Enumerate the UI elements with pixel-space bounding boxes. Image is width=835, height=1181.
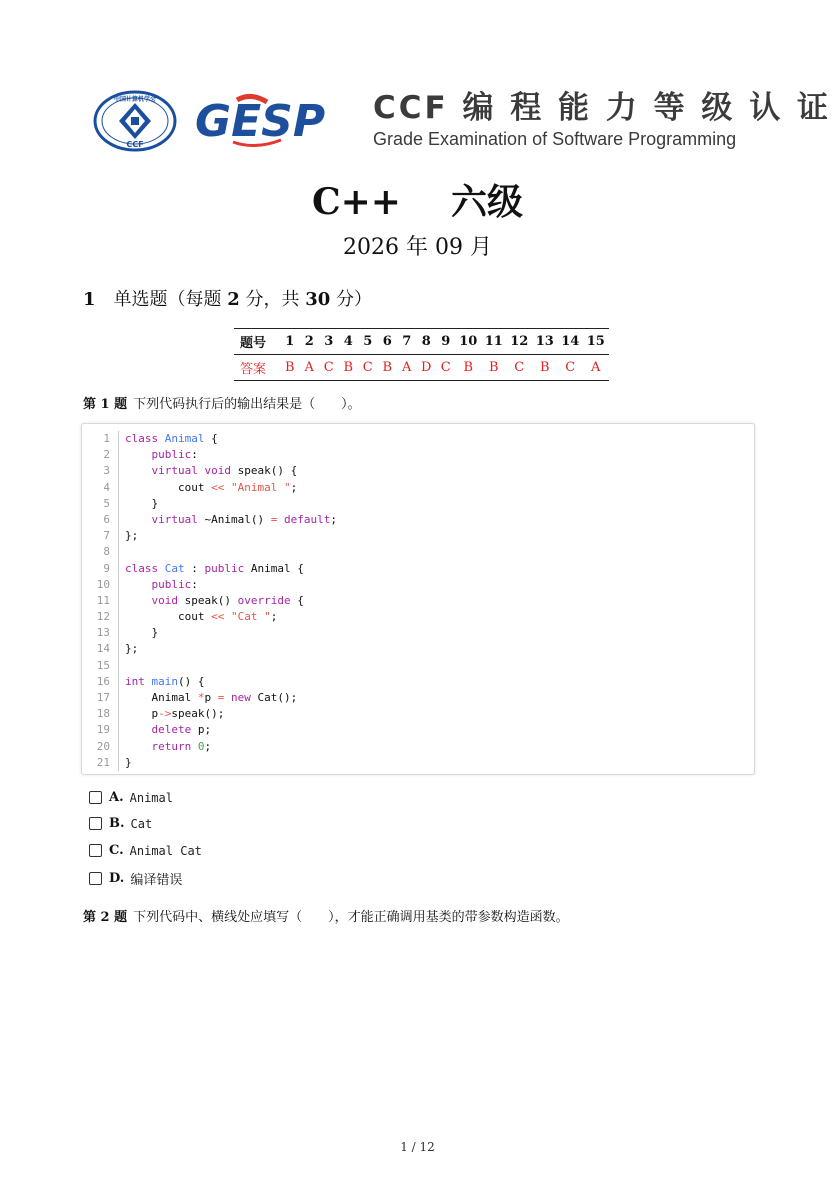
answer-cell: B [481,355,507,381]
answer-cell: C [436,355,456,381]
code-line: 7 }; [82,528,337,544]
question-2-label: 第 2 题 [83,910,128,925]
exam-header [93,88,832,156]
exam-date: 2026 年 09 月 [343,235,492,260]
section-heading [83,285,372,311]
code-line: 1 class Animal { [82,431,337,447]
option-d-text: 编译错误 [130,873,183,888]
line-number: 5 [82,496,119,512]
gesp-logo [193,88,353,154]
line-number: 6 [82,512,119,528]
line-number: 11 [82,593,119,609]
line-number: 2 [82,447,119,463]
answer-cell: B [456,355,482,381]
answer-cell: C [358,355,378,381]
answer-cell: B [532,355,558,381]
question-1-prompt [83,393,361,412]
checkbox-icon[interactable] [89,872,102,885]
code-line: 11 void speak() override { [82,593,337,609]
section-title-mid: 分，共 [239,289,306,310]
answer-cell: B [378,355,398,381]
checkbox-icon[interactable] [89,791,102,804]
code-line: 16 int main() { [82,674,337,690]
question-number-cell: 6 [378,329,398,355]
answer-table-q-label: 题号 [234,329,280,355]
question-number-cell: 10 [456,329,482,355]
code-line: 3 virtual void speak() { [82,463,337,479]
code-line: 4 cout << "Animal "; [82,480,337,496]
line-number: 21 [82,755,119,771]
option-b-letter: B. [109,816,125,831]
option-a[interactable] [89,790,173,805]
section-title-pre: 单选题（每题 [113,289,228,310]
answer-cell: B [339,355,359,381]
code-line: 10 public: [82,577,337,593]
question-1-label: 第 1 题 [83,397,128,412]
code-line: 9 class Cat : public Animal { [82,561,337,577]
code-line: 14 }; [82,641,337,657]
option-d[interactable] [89,869,182,888]
question-number-cell: 1 [280,329,300,355]
answer-cell: A [583,355,609,381]
section-points: 2 [227,289,240,310]
line-number: 8 [82,544,119,560]
code-line [82,544,337,560]
question-number-cell: 12 [507,329,533,355]
line-number: 10 [82,577,119,593]
brand-block [373,90,831,150]
section-title-post: 分） [330,289,373,310]
question-number-cell: 2 [300,329,320,355]
code-line: 18 p->speak(); [82,706,337,722]
code-line: 5 } [82,496,337,512]
line-number: 12 [82,609,119,625]
line-number: 20 [82,739,119,755]
line-number: 14 [82,641,119,657]
svg-text:GESP: GESP [195,96,326,147]
code-line: 20 return 0; [82,739,337,755]
line-number: 13 [82,625,119,641]
code-line: 17 Animal *p = new Cat(); [82,690,337,706]
page-number: 1 / 12 [400,1140,435,1154]
option-b[interactable] [89,816,152,831]
answer-table-answers-row [234,355,609,381]
option-a-letter: A. [109,790,124,805]
option-c-text: Animal Cat [129,843,202,858]
option-b-text: Cat [130,816,153,831]
svg-text:中国计算机学会: 中国计算机学会 [113,96,157,103]
answer-table-a-label: 答案 [234,355,280,381]
question-2-prompt [83,906,569,925]
line-number: 15 [82,658,119,674]
question-1-text: 下列代码执行后的输出结果是（ ）。 [133,397,361,412]
code-line: 19 delete p; [82,722,337,738]
question-number-cell: 3 [319,329,339,355]
line-number: 3 [82,463,119,479]
answer-cell: B [280,355,300,381]
option-c[interactable] [89,843,202,858]
question-number-cell: 9 [436,329,456,355]
answer-table-numbers-row [234,329,609,355]
code-line: 12 cout << "Cat "; [82,609,337,625]
option-d-letter: D. [109,871,125,886]
exam-title: C++ 六级 [311,181,524,223]
code-block [81,423,755,775]
question-number-cell: 13 [532,329,558,355]
line-number: 7 [82,528,119,544]
checkbox-icon[interactable] [89,817,102,830]
section-total: 30 [305,289,331,310]
question-number-cell: 15 [583,329,609,355]
question-number-cell: 8 [417,329,437,355]
line-number: 18 [82,706,119,722]
svg-text:CCF: CCF [126,140,144,149]
answer-cell: A [300,355,320,381]
question-number-cell: 4 [339,329,359,355]
answer-cell: D [417,355,437,381]
section-number: 1 [83,289,96,310]
answer-cell: C [507,355,533,381]
line-number: 17 [82,690,119,706]
brand-subtitle: Grade Examination of Software Programming [373,129,737,149]
code-line: 2 public: [82,447,337,463]
brand-title: CCF 编 程 能 力 等 级 认 证 [373,90,832,126]
code-line: 13 } [82,625,337,641]
question-number-cell: 11 [481,329,507,355]
line-number: 16 [82,674,119,690]
question-2-text: 下列代码中、横线处应填写（ ），才能正确调用基类的带参数构造函数。 [133,910,569,925]
answer-cell: C [558,355,584,381]
line-number: 19 [82,722,119,738]
question-number-cell: 14 [558,329,584,355]
question-number-cell: 5 [358,329,378,355]
ccf-logo [93,90,177,152]
option-c-letter: C. [109,843,124,858]
option-a-text: Animal [129,790,173,805]
line-number: 4 [82,480,119,496]
code-line: 6 virtual ~Animal() = default; [82,512,337,528]
code-lines [82,431,337,771]
code-line [82,658,337,674]
answer-cell: A [397,355,417,381]
answer-cell: C [319,355,339,381]
checkbox-icon[interactable] [89,844,102,857]
line-number: 9 [82,561,119,577]
answer-table [234,328,609,381]
code-line: 21 } [82,755,337,771]
line-number: 1 [82,431,119,447]
question-number-cell: 7 [397,329,417,355]
